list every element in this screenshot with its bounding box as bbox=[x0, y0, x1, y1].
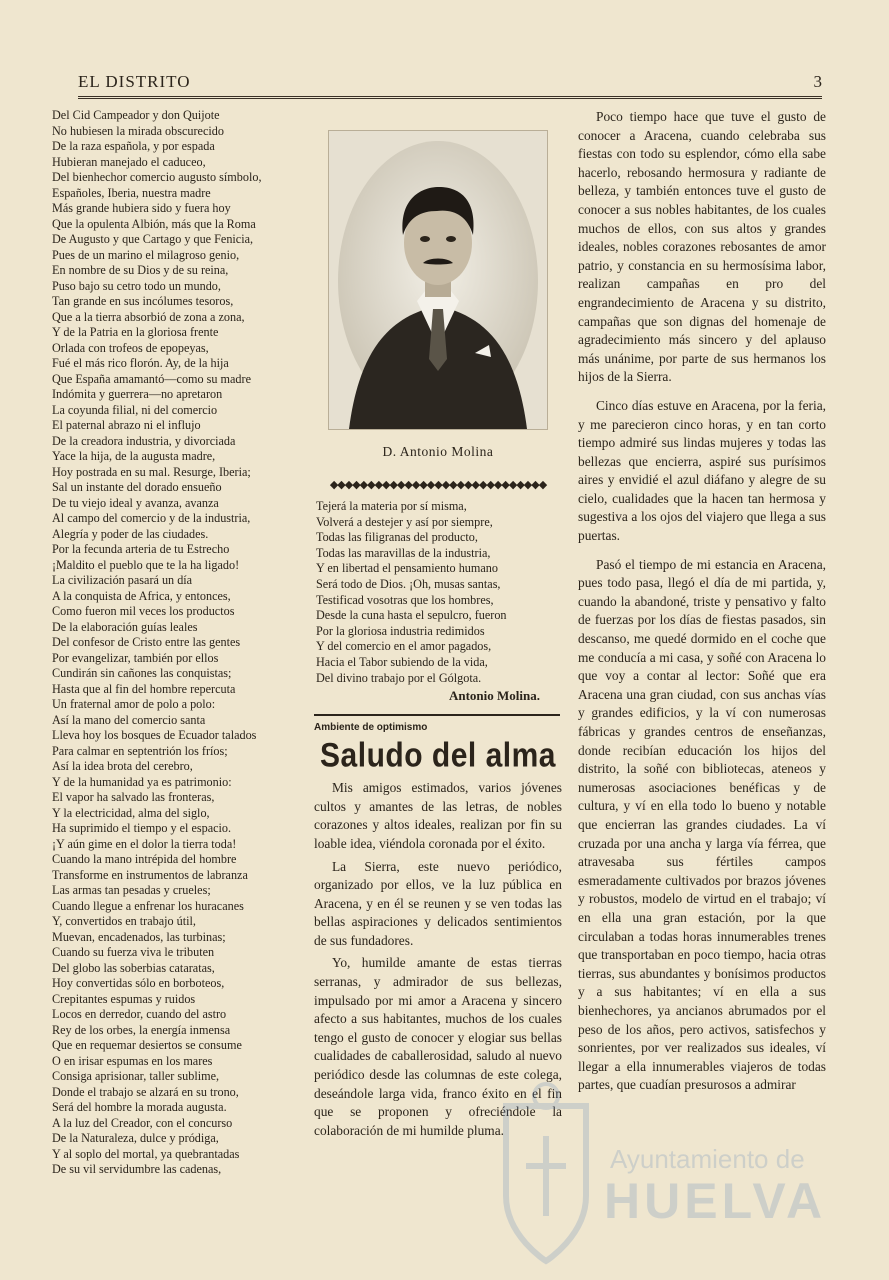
poem-line: Como fueron mil veces los productos bbox=[52, 604, 235, 618]
newspaper-title: EL DISTRITO bbox=[78, 72, 191, 91]
poem-line: Consiga aprisionar, taller sublime, bbox=[52, 1069, 220, 1083]
poem-line: Hacia el Tabor subiendo de la vida, bbox=[316, 654, 488, 669]
poem-line: De la elaboración guías leales bbox=[52, 619, 198, 634]
article-body-column-3 bbox=[578, 108, 826, 1095]
poem-line: Alegría y poder de las ciudades. bbox=[52, 526, 209, 541]
poem-line: Orlada con trofeos de epopeyas, bbox=[52, 340, 209, 355]
portrait-illustration bbox=[329, 131, 547, 429]
poem-line: Crepitantes espumas y ruidos bbox=[52, 991, 196, 1006]
poem-column-1 bbox=[52, 108, 302, 1178]
poem-line: Un fraternal amor de polo a polo: bbox=[52, 697, 216, 711]
section-rule bbox=[314, 714, 560, 716]
poem-line: Ha suprimido el tiempo y el espacio. bbox=[52, 821, 232, 835]
poem-column-2 bbox=[314, 499, 562, 686]
poem-line: Volverá a destejer y así por siempre, bbox=[316, 514, 493, 529]
watermark-line-1: Ayuntamiento de bbox=[610, 1144, 805, 1174]
poem-line: Fué el más rico florón. Ay, de la hija bbox=[52, 356, 229, 370]
portrait-caption: D. Antonio Molina bbox=[382, 444, 494, 459]
poem-line: Desde la cuna hasta el sepulcro, fueron bbox=[316, 608, 507, 623]
poem-line: La coyunda filial, ni del comercio bbox=[52, 402, 218, 417]
poem-line: Sal un instante del dorado ensueño bbox=[52, 480, 222, 494]
poem-line: Del Cid Campeador y don Quijote bbox=[52, 108, 220, 122]
portrait-photo bbox=[328, 130, 548, 430]
poem-line: ¡Y aún gime en el dolor la tierra toda! bbox=[52, 836, 237, 851]
poem-line: Más grande hubiera sido y fuera hoy bbox=[52, 201, 231, 215]
poem-line: Hasta que al fin del hombre repercuta bbox=[52, 681, 236, 696]
poem-line: Por evangelizar, también por ellos bbox=[52, 650, 219, 665]
column-2 bbox=[314, 108, 562, 1140]
poem-line: Al campo del comercio y de la industria, bbox=[52, 511, 251, 525]
ornamental-divider: ◆◆◆◆◆◆◆◆◆◆◆◆◆◆◆◆◆◆◆◆◆◆◆◆◆◆◆◆◆ bbox=[329, 478, 547, 491]
article-paragraph: Yo, humilde amante de estas tierras serranas, y admirador de sus bellezas, impulsado por mi amor a Aracena y sincero afecto a sus habitantes, muchos de los cuales tengo el gusto de conocer y elogiar sus bellas cualidades de caballerosidad, saludo al nuevo periódico desde las columnas de este colega, deseándole larga vida, franco éxito en el fin que se proponen y ofreciéndole la colaboración de mi humilde pluma. bbox=[314, 955, 562, 1138]
poem-line: Del divino trabajo por el Gólgota. bbox=[316, 670, 482, 685]
masthead bbox=[78, 72, 822, 99]
poem-line: Puso bajo su cetro todo un mundo, bbox=[52, 278, 221, 293]
poem-line: O en irisar espumas en los mares bbox=[52, 1053, 213, 1068]
poem-line: Para calmar en septentrión los fríos; bbox=[52, 743, 228, 758]
article-headline: Saludo del alma bbox=[320, 736, 556, 775]
article-paragraph: Mis amigos estimados, varios jóvenes cultos y amantes de las letras, de nobles corazones y altos ideales, realizan por fin su loable idea, viéndola coronada por el éxito. bbox=[314, 780, 562, 851]
poem-line: Será todo de Dios. ¡Oh, musas santas, bbox=[316, 576, 501, 591]
poem-line: Hoy convertidas sólo en borboteos, bbox=[52, 976, 225, 990]
poem-line: Del globo las soberbias cataratas, bbox=[52, 960, 215, 975]
poem-line: La civilización pasará un día bbox=[52, 573, 193, 587]
article-paragraph: Cinco días estuve en Aracena, por la feria, y me parecieron cinco horas, y en tan corto tiempo admiré sus lindas mujeres y todas las bellezas que encierra, aspiré sus purísimos aires y envidié el azul diáfano y alegre de su cielo, cualidades que la hacen tan hermosa y sugestiva a los ojos del viajero que llega a sus puertas. bbox=[578, 397, 826, 544]
poem-line: Y en libertad el pensamiento humano bbox=[316, 561, 498, 576]
poem-line: De la raza española, y por espada bbox=[52, 139, 215, 153]
poem-line: Las armas tan pesadas y crueles; bbox=[52, 883, 211, 897]
poem-signature: Antonio Molina. bbox=[448, 688, 540, 704]
poem-line: Que España amamantó—como su madre bbox=[52, 371, 251, 386]
poem-line: Locos en derredor, cuando del astro bbox=[52, 1007, 227, 1021]
poem-line: El vapor ha salvado las fronteras, bbox=[52, 790, 215, 804]
poem-line: Tejerá la materia por sí misma, bbox=[316, 499, 467, 513]
poem-line: A la luz del Creador, con el concurso bbox=[52, 1115, 233, 1130]
poem-line: De la Naturaleza, dulce y pródiga, bbox=[52, 1131, 219, 1145]
poem-line: Cuando su fuerza viva le tributen bbox=[52, 945, 215, 959]
poem-line: Del bienhechor comercio augusto símbolo, bbox=[52, 170, 262, 184]
poem-line: Y de la humanidad ya es patrimonio: bbox=[52, 774, 232, 789]
poem-line: Lleva hoy los bosques de Ecuador talados bbox=[52, 728, 257, 742]
poem-line: ¡Maldito el pueblo que te la ha ligado! bbox=[52, 557, 240, 572]
poem-line: Que en requemar desiertos se consume bbox=[52, 1038, 242, 1052]
poem-line: Tan grande en sus incólumes tesoros, bbox=[52, 294, 234, 308]
section-label: Ambiente de optimismo bbox=[314, 722, 428, 734]
poem-line: Rey de los orbes, la energía inmensa bbox=[52, 1022, 231, 1037]
column-1 bbox=[52, 108, 302, 1178]
poem-line: Todas las filigranas del producto, bbox=[316, 530, 478, 545]
column-3 bbox=[578, 108, 826, 1095]
poem-line: Así la mano del comercio santa bbox=[52, 712, 206, 727]
poem-line: Cundirán sin cañones las conquistas; bbox=[52, 666, 232, 680]
poem-line: Cuando llegue a enfrenar los huracanes bbox=[52, 898, 244, 913]
poem-line: Todas las maravillas de la industria, bbox=[316, 545, 491, 560]
poem-line: Indómita y guerrera—no apretaron bbox=[52, 387, 223, 401]
poem-line: De tu viejo ideal y avanza, avanza bbox=[52, 495, 219, 510]
poem-line: Hubieran manejado el caduceo, bbox=[52, 154, 206, 169]
poem-line: Y del comercio en el amor pagados, bbox=[316, 639, 492, 654]
poem-line: Yace la hija, de la augusta madre, bbox=[52, 449, 216, 463]
poem-line: Muevan, encadenados, las turbinas; bbox=[52, 929, 226, 944]
poem-line: Transforme en instrumentos de labranza bbox=[52, 867, 248, 882]
poem-line: De la creadora industria, y divorciada bbox=[52, 433, 236, 448]
poem-line: Cuando la mano intrépida del hombre bbox=[52, 852, 237, 866]
poem-line: Por la fecunda arteria de tu Estrecho bbox=[52, 542, 230, 556]
page-number: 3 bbox=[813, 72, 822, 91]
poem-line: En nombre de su Dios y de su reina, bbox=[52, 263, 229, 277]
article-paragraph: Poco tiempo hace que tuve el gusto de conocer a Aracena, cuando celebraba sus fiestas con todo su esplendor, cómo ella sabe hacerlo, rebosando hermosura y radiante de belleza, y también entonces tuve el gusto de conocer a sus nobles habitantes, de los cuales muchos de ellos, con sus altos y grandes ideales, nobles corazones rebosantes de amor patrio, y constancia en su hermosísima labor, realizan campañas en pro del engrandecimiento de Aracena y su distrito, campañas que son dignas del homenaje de agradecimiento más sincero y del aplauso más unánime, por parte de sus hermanos los hijos de la Sierra. bbox=[578, 109, 826, 385]
poem-line: Y de la Patria en la gloriosa frente bbox=[52, 325, 219, 339]
poem-line: Y, convertidos en trabajo útil, bbox=[52, 914, 196, 928]
poem-line: Así la idea brota del cerebro, bbox=[52, 759, 193, 773]
poem-line: Y la electricidad, alma del siglo, bbox=[52, 805, 210, 820]
poem-line: Que a la tierra absorbió de zona a zona, bbox=[52, 309, 245, 324]
poem-line: Y al soplo del mortal, ya quebrantadas bbox=[52, 1146, 240, 1161]
poem-line: Pues de un marino el milagroso genio, bbox=[52, 247, 240, 262]
poem-line: Por la gloriosa industria redimidos bbox=[316, 623, 485, 638]
poem-line: De Augusto y que Cartago y que Fenicia, bbox=[52, 232, 254, 246]
poem-line: Será del hombre la morada augusta. bbox=[52, 1100, 227, 1114]
poem-line: Donde el trabajo se alzará en su trono, bbox=[52, 1084, 239, 1099]
article-paragraph: La Sierra, este nuevo periódico, organizado por ellos, ve la luz pública en Aracena, y en él se reunen y se ven todas las bellas aspiraciones y delicados sentimientos de sus fundadores. bbox=[314, 858, 562, 948]
article-body-column-2 bbox=[314, 779, 562, 1140]
poem-line: Hoy postrada en su mal. Resurge, Iberia; bbox=[52, 464, 251, 479]
article-paragraph: Pasó el tiempo de mi estancia en Aracena, pues todo pasa, llegó el día de mi partida, y, cuando la abandoné, triste y pensativo y falto de fuerzas por los días de fiestas pasados, sin descanso, me quedé dormido en el coche que me conducía a mi casa, y soñé con Aracena lo que voy a contar al lector: Soñé que era Aracena una gran ciudad, con sus anchas vías y grandes edificios, y la ví con numerosas fábricas y grandes centros de enseñanzas, donde recibían educación los hijos del distrito, la soñé con bibliotecas, ateneos y numerosas asociaciones benéficas y de cultura, y ví en ella todo lo bueno y notable que encierran las grandes ciudades. La ví cruzada por una ancha y larga vía férrea, que atravesaba sus fértiles campos esmeradamente cultivados por brazos jóvenes y robustos, modelo de virtud en el trabajo; ví en ella una gran estación, por la que circulaban a todas horas innumerables trenes que transportaban en poco tiempo, hacia otras tierras, sus abundantes y bonísimos productos y a sus habitantes; ví en ella a sus bienhechores, ya ancianos abrumados por el peso de los años, pero activos, satisfechos y sonrientes, por ver realizados sus ideales, ví llegar a ella innumerables viajeros de todas partes, que cuadían presurosos a admirar bbox=[578, 556, 826, 1093]
poem-line: Que la opulenta Albión, más que la Roma bbox=[52, 216, 256, 231]
poem-line: No hubiesen la mirada obscurecido bbox=[52, 123, 224, 138]
poem-line: De su vil servidumbre las cadenas, bbox=[52, 1162, 222, 1176]
poem-line: El paternal abrazo ni el influjo bbox=[52, 418, 201, 432]
poem-line: Españoles, Iberia, nuestra madre bbox=[52, 185, 211, 200]
poem-line: A la conquista de Africa, y entonces, bbox=[52, 588, 231, 603]
poem-line: Del confesor de Cristo entre las gentes bbox=[52, 635, 241, 649]
watermark-line-2: HUELVA bbox=[604, 1173, 827, 1229]
poem-line: Testificad vosotras que los hombres, bbox=[316, 592, 494, 607]
